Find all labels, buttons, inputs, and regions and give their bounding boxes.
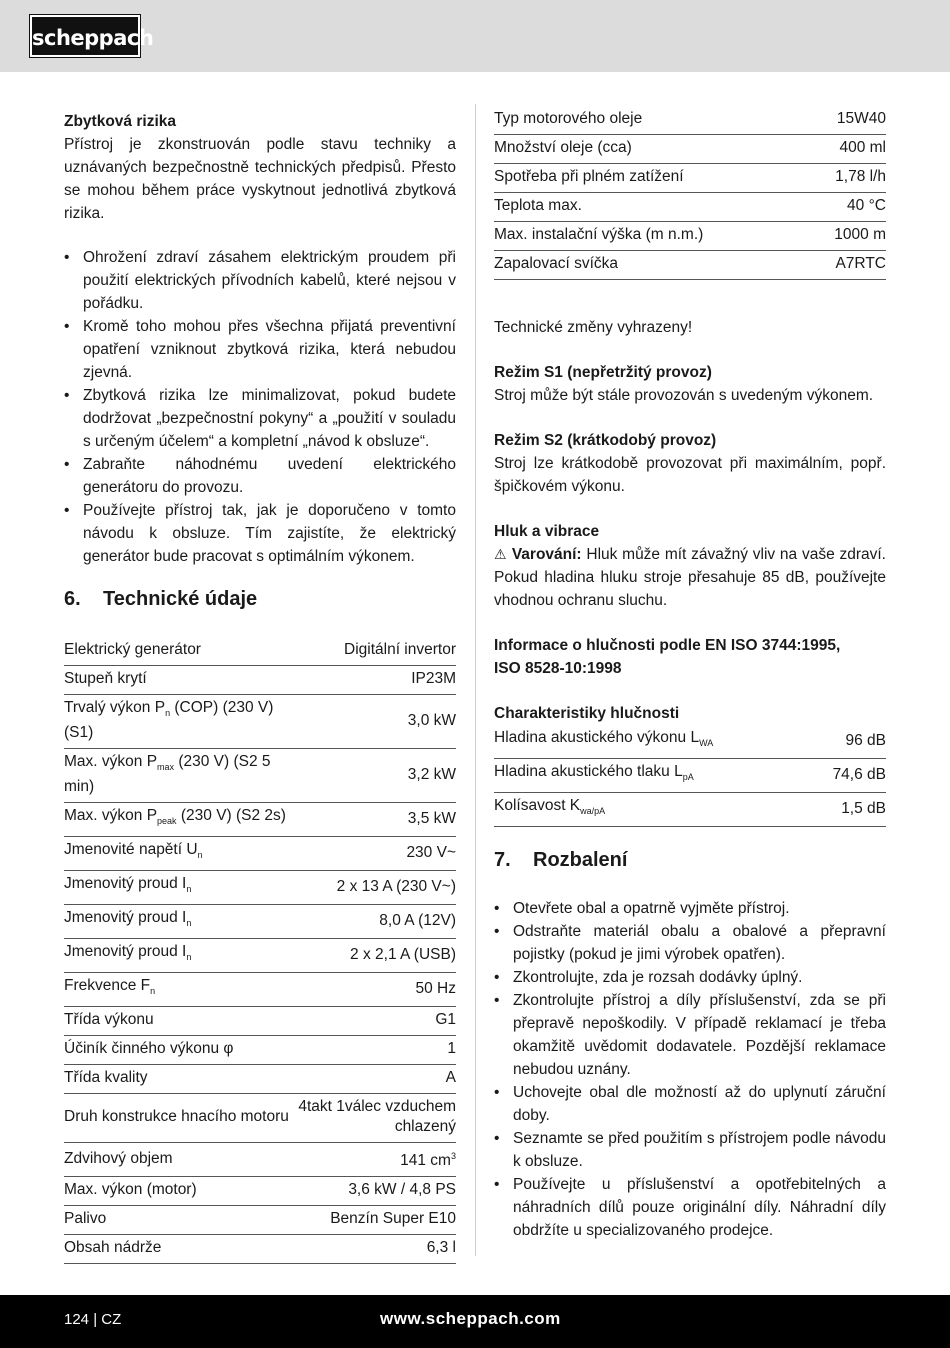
spec-value xyxy=(289,1036,456,1065)
spec-label: Třída kvality xyxy=(64,1065,289,1094)
warning-text: Hluk může mít závažný vliv na vaše zdraví. Pokud hladina hluku stroje přesahuje 85 dB, používejte vhodnou ochranu sluchu. xyxy=(494,546,886,609)
spec-value xyxy=(289,1065,456,1094)
spec-label-main: Hladina akustického výkonu L xyxy=(494,729,700,746)
list-item: • Uchovejte obal dle možností až do uplynutí záruční doby. xyxy=(494,1081,886,1127)
spec-value-text: 6,3 l xyxy=(426,1239,456,1256)
spec-label xyxy=(494,759,809,793)
spec-label: Elektrický generátor xyxy=(64,637,289,666)
spec-label-suffix: (230 V) (S2 2s) xyxy=(176,807,286,824)
spec-value xyxy=(289,939,456,973)
section-number: 7. xyxy=(494,849,511,871)
spec-value xyxy=(808,251,886,280)
spec-value-text: 1000 m xyxy=(834,226,886,243)
page-number: 124 xyxy=(64,1311,90,1328)
residual-risks-text: Přístroj je zkonstruován podle stavu techniky a uznávaných bezpečnostně technických předpisů. Přesto se mohou během práce vyskytnout jednotlivá zbytková rizika. xyxy=(64,136,456,222)
right-column xyxy=(494,106,886,1242)
mode-s2-text: Stroj lze krátkodobě provozovat při maximálním, popř. špičkovém výkonu. xyxy=(494,455,886,495)
spec-label xyxy=(64,871,289,905)
spec-value xyxy=(809,725,886,759)
table-row xyxy=(64,1177,456,1206)
spec-value xyxy=(289,905,456,939)
section-heading-technical-data xyxy=(64,588,456,611)
spec-value-text: 1,5 dB xyxy=(841,799,886,817)
spec-label-main: Frekvence F xyxy=(64,977,151,994)
spec-value xyxy=(289,871,456,905)
spec-label: Obsah nádrže xyxy=(64,1235,289,1264)
spec-value-text: 2 x 2,1 A (USB) xyxy=(350,945,456,963)
list-item: • Odstraňte materiál obalu a obalové a přepravní pojistky (pokud je jimi výrobek opatřen). xyxy=(494,920,886,966)
spec-label xyxy=(494,793,809,827)
spec-label-subscript: n xyxy=(165,708,171,718)
table-row xyxy=(64,1094,456,1143)
noise-table xyxy=(494,725,886,827)
spec-value-text: 1 xyxy=(447,1040,456,1057)
spec-label xyxy=(64,749,289,803)
mode-s1-text: Stroj může být stále provozován s uvedeným výkonem. xyxy=(494,387,874,404)
footer-bar xyxy=(0,1295,950,1348)
residual-risks-list xyxy=(64,246,456,568)
technical-data-table xyxy=(64,637,456,1264)
spec-value xyxy=(289,749,456,803)
spec-value-text: G1 xyxy=(435,1011,456,1028)
table-row xyxy=(64,666,456,695)
table-row xyxy=(494,193,886,222)
spec-value-text: 50 Hz xyxy=(415,979,456,997)
spec-value-text: 40 °C xyxy=(847,197,886,214)
section-title: Technické údaje xyxy=(103,588,258,610)
engine-data-table xyxy=(494,106,886,280)
column-divider xyxy=(475,104,476,1256)
spec-label: Teplota max. xyxy=(494,193,808,222)
spec-value-text: 4takt 1válec vzduchem chlazený xyxy=(298,1098,456,1135)
spec-value-text: 3,5 kW xyxy=(407,809,456,827)
spec-label-main: Max. výkon P xyxy=(64,807,158,824)
spec-value-text: 1,78 l/h xyxy=(835,168,886,185)
table-row xyxy=(64,803,456,837)
spec-label: Max. výkon (motor) xyxy=(64,1177,289,1206)
unpacking-list xyxy=(494,897,886,1242)
table-row xyxy=(64,695,456,749)
spec-value-superscript: 3 xyxy=(450,1151,456,1161)
spec-label: Účiník činného výkonu φ xyxy=(64,1036,289,1065)
spec-value-text: 15W40 xyxy=(836,110,886,127)
spec-label: Palivo xyxy=(64,1206,289,1235)
spec-value xyxy=(289,973,456,1007)
spec-label: Druh konstrukce hnacího motoru xyxy=(64,1094,289,1143)
spec-value xyxy=(289,837,456,871)
residual-risks-heading: Zbytková rizika xyxy=(64,113,176,130)
table-row xyxy=(64,637,456,666)
list-item: • Otevřete obal a opatrně vyjměte přístroj. xyxy=(494,897,886,920)
spec-value xyxy=(808,164,886,193)
table-row xyxy=(64,1143,456,1177)
header-bar xyxy=(0,0,950,72)
table-row xyxy=(64,1206,456,1235)
noise-vibration-heading: Hluk a vibrace xyxy=(494,523,600,540)
spec-label-subscript: n xyxy=(186,884,192,894)
spec-label: Zapalovací svíčka xyxy=(494,251,808,280)
spec-value-text: 230 V~ xyxy=(406,843,456,861)
list-item: • Zkontrolujte, zda je rozsah dodávky úplný. xyxy=(494,966,886,989)
spec-value-text: IP23M xyxy=(411,670,456,687)
page-indicator xyxy=(64,1311,121,1328)
spec-label-main: Hladina akustického tlaku L xyxy=(494,763,683,780)
spec-value xyxy=(809,793,886,827)
spec-value xyxy=(808,106,886,135)
spec-value xyxy=(289,1094,456,1143)
spec-label: Stupeň krytí xyxy=(64,666,289,695)
table-row xyxy=(494,793,886,827)
spec-value xyxy=(809,759,886,793)
spec-value-text: 8,0 A (12V) xyxy=(379,911,456,929)
section-title: Rozbalení xyxy=(533,849,628,871)
spec-label-subscript: n xyxy=(186,952,192,962)
page-separator: | xyxy=(93,1311,98,1328)
spec-label-subscript: n xyxy=(186,918,192,928)
spec-value-text: 96 dB xyxy=(845,731,886,749)
spec-value xyxy=(289,1206,456,1235)
mode-s2-heading: Režim S2 (krátkodobý provoz) xyxy=(494,432,717,449)
spec-value-text: 74,6 dB xyxy=(832,765,886,783)
spec-label: Typ motorového oleje xyxy=(494,106,808,135)
spec-label-suffix: (COP) (230 V) (S1) xyxy=(64,699,274,741)
spec-value-text: A xyxy=(445,1069,456,1086)
spec-label-main: Jmenovité napětí U xyxy=(64,841,198,858)
spec-label xyxy=(64,905,289,939)
spec-label xyxy=(64,837,289,871)
spec-value-text: Benzín Super E10 xyxy=(330,1210,456,1227)
spec-value xyxy=(808,222,886,251)
spec-value xyxy=(289,1007,456,1036)
spec-value-text: 2 x 13 A (230 V~) xyxy=(336,877,456,895)
spec-value-text: 3,0 kW xyxy=(407,711,456,729)
table-row xyxy=(64,1036,456,1065)
spec-label-main: Jmenovitý proud I xyxy=(64,943,187,960)
table-row xyxy=(64,1065,456,1094)
table-row xyxy=(64,749,456,803)
spec-label-main: Max. výkon P xyxy=(64,753,158,770)
spec-label-suffix: (230 V) (S2 5 min) xyxy=(64,753,271,795)
spec-label xyxy=(494,725,809,759)
spec-value-text: 400 ml xyxy=(839,139,886,156)
noise-warning xyxy=(494,543,886,612)
list-item: • Seznamte se před použitím s přístrojem podle návodu k obsluze. xyxy=(494,1127,886,1173)
table-row xyxy=(64,837,456,871)
table-row xyxy=(494,106,886,135)
table-row xyxy=(494,725,886,759)
spec-value xyxy=(289,1235,456,1264)
table-row xyxy=(494,759,886,793)
table-row xyxy=(494,164,886,193)
spec-label-main: Trvalý výkon P xyxy=(64,699,166,716)
spec-label: Množství oleje (cca) xyxy=(494,135,808,164)
warning-icon: ⚠ xyxy=(494,546,508,562)
table-row xyxy=(64,1007,456,1036)
table-row xyxy=(494,135,886,164)
spec-value-text: 3,6 kW / 4,8 PS xyxy=(348,1181,456,1198)
spec-value-text: 141 cm xyxy=(400,1152,451,1169)
spec-value-text: A7RTC xyxy=(835,255,886,272)
spec-label-subscript: peak xyxy=(157,816,177,826)
table-row xyxy=(64,905,456,939)
spec-label: Zdvihový objem xyxy=(64,1143,289,1177)
list-item: • Zabraňte náhodnému uvedení elektrického generátoru do provozu. xyxy=(64,453,456,499)
spec-label-subscript: max xyxy=(157,762,175,772)
spec-label-main: Jmenovitý proud I xyxy=(64,909,187,926)
spec-label xyxy=(64,695,289,749)
technical-changes-note: Technické změny vyhrazeny! xyxy=(494,319,693,336)
list-item: • Ohrožení zdraví zásahem elektrickým proudem při použití elektrických přívodních kabelů, které nejsou v pořádku. xyxy=(64,246,456,315)
section-number: 6. xyxy=(64,588,81,610)
list-item: • Používejte přístroj tak, jak je doporučeno v tomto návodu k obsluze. Tím zajistíte, že elektrický generátor bude pracovat s optimálním výkonem. xyxy=(64,499,456,568)
spec-value xyxy=(808,193,886,222)
spec-value xyxy=(289,637,456,666)
noise-characteristics-heading: Charakteristiky hlučnosti xyxy=(494,705,680,722)
table-row xyxy=(494,222,886,251)
spec-value xyxy=(289,803,456,837)
spec-label-main: Kolísavost K xyxy=(494,797,581,814)
spec-label-main: Jmenovitý proud I xyxy=(64,875,187,892)
spec-value-text: 3,2 kW xyxy=(407,765,456,783)
spec-label xyxy=(64,803,289,837)
spec-value xyxy=(289,666,456,695)
mode-s1-heading: Režim S1 (nepřetržitý provoz) xyxy=(494,364,712,381)
warning-label: Varování: xyxy=(511,546,582,563)
list-item: • Kromě toho mohou přes všechna přijatá preventivní opatření vzniknout zbytková rizika, která nebudou zjevná. xyxy=(64,315,456,384)
language-code: CZ xyxy=(101,1311,122,1328)
table-row xyxy=(64,973,456,1007)
spec-label: Spotřeba při plném zatížení xyxy=(494,164,808,193)
table-row xyxy=(64,939,456,973)
table-row xyxy=(64,1235,456,1264)
table-row xyxy=(494,251,886,280)
spec-label-subscript: n xyxy=(197,850,203,860)
spec-label-subscript: WA xyxy=(699,738,714,748)
spec-value-text: Digitální invertor xyxy=(344,641,456,658)
brand-logo: scheppach xyxy=(30,15,140,57)
spec-value xyxy=(808,135,886,164)
list-item: • Zbytková rizika lze minimalizovat, pokud budete dodržovat „bezpečnostní pokyny“ a „použití v souladu s určeným účelem“ a kompletní „návod k obsluze“. xyxy=(64,384,456,453)
website-url[interactable]: www.scheppach.com xyxy=(380,1309,561,1328)
spec-label: Max. instalační výška (m n.m.) xyxy=(494,222,808,251)
list-item: • Používejte u příslušenství a opotřebitelných a náhradních dílů pouze originální díly. Náhradní díly obdržíte u specializovaného prodejce. xyxy=(494,1173,886,1242)
left-column xyxy=(64,110,456,1264)
spec-label xyxy=(64,939,289,973)
spec-value xyxy=(289,695,456,749)
table-row xyxy=(64,871,456,905)
noise-info-heading: Informace o hlučnosti podle EN ISO 3744:1995, ISO 8528-10:1998 xyxy=(494,637,841,677)
spec-label xyxy=(64,973,289,1007)
spec-label-subscript: wa/pA xyxy=(580,806,606,816)
spec-label: Třída výkonu xyxy=(64,1007,289,1036)
spec-label-subscript: pA xyxy=(682,772,694,782)
list-item: • Zkontrolujte přístroj a díly příslušenství, zda se při přepravě nepoškodily. V případě reklamací je třeba okamžitě uvědomit dodavatele. Pozdější reklamace nebudou uznány. xyxy=(494,989,886,1081)
spec-value xyxy=(289,1177,456,1206)
section-heading-unpacking xyxy=(494,849,886,872)
spec-value xyxy=(289,1143,456,1177)
spec-label-subscript: n xyxy=(150,986,156,996)
